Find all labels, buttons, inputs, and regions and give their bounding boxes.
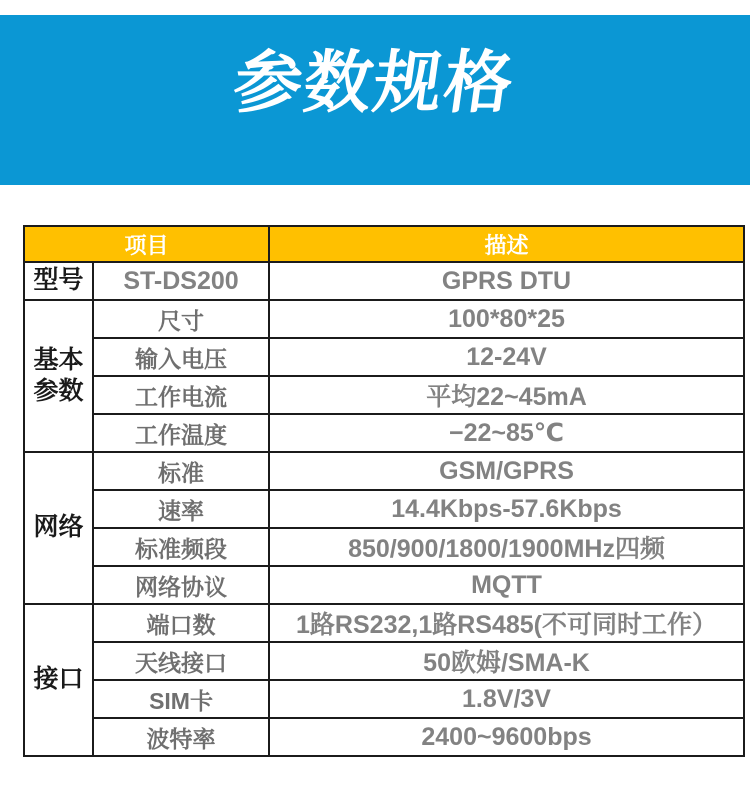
- label-cell: 标准频段: [93, 528, 269, 566]
- page-title: 参数规格: [228, 45, 520, 121]
- label-cell: 波特率: [93, 718, 269, 756]
- table-row: [24, 452, 744, 490]
- value-cell: 12-24V: [269, 338, 744, 376]
- label-cell: 输入电压: [93, 338, 269, 376]
- header-cell-item: 项目: [24, 226, 269, 262]
- table-row: [24, 300, 744, 338]
- table-row: [24, 338, 744, 376]
- value-cell: 100*80*25: [269, 300, 744, 338]
- value-cell: 2400~9600bps: [269, 718, 744, 756]
- value-cell: 平均22~45mA: [269, 376, 744, 414]
- table-row: [24, 680, 744, 718]
- label-cell: 工作电流: [93, 376, 269, 414]
- table-row: [24, 566, 744, 604]
- table-row: [24, 642, 744, 680]
- label-cell: 端口数: [93, 604, 269, 642]
- group-cell-network: 网络: [24, 452, 93, 604]
- group-cell-basic-params: 基本参数: [24, 300, 93, 452]
- value-cell: MQTT: [269, 566, 744, 604]
- label-cell: 尺寸: [93, 300, 269, 338]
- value-cell: GPRS DTU: [269, 262, 744, 300]
- table-row: [24, 414, 744, 452]
- label-cell: 标准: [93, 452, 269, 490]
- value-cell: 50欧姆/SMA-K: [269, 642, 744, 680]
- value-cell: GSM/GPRS: [269, 452, 744, 490]
- label-cell: ST-DS200: [93, 262, 269, 300]
- table-row: [24, 528, 744, 566]
- value-cell: 850/900/1800/1900MHz四频: [269, 528, 744, 566]
- table-row: [24, 490, 744, 528]
- label-cell: SIM卡: [93, 680, 269, 718]
- label-cell: 工作温度: [93, 414, 269, 452]
- table-row: [24, 262, 744, 300]
- group-cell-interface: 接口: [24, 604, 93, 756]
- value-cell: 1路RS232,1路RS485(不可同时工作）: [269, 604, 744, 642]
- table-row: [24, 604, 744, 642]
- value-cell: −22~85℃: [269, 414, 744, 452]
- value-cell: 14.4Kbps-57.6Kbps: [269, 490, 744, 528]
- label-cell: 天线接口: [93, 642, 269, 680]
- label-cell: 速率: [93, 490, 269, 528]
- group-cell-model: 型号: [24, 262, 93, 300]
- header-cell-description: 描述: [269, 226, 744, 262]
- table-row: [24, 376, 744, 414]
- value-cell: 1.8V/3V: [269, 680, 744, 718]
- table-header-row: [24, 226, 744, 262]
- spec-table: [23, 225, 745, 757]
- title-banner: [0, 15, 750, 185]
- table-row: [24, 718, 744, 756]
- label-cell: 网络协议: [93, 566, 269, 604]
